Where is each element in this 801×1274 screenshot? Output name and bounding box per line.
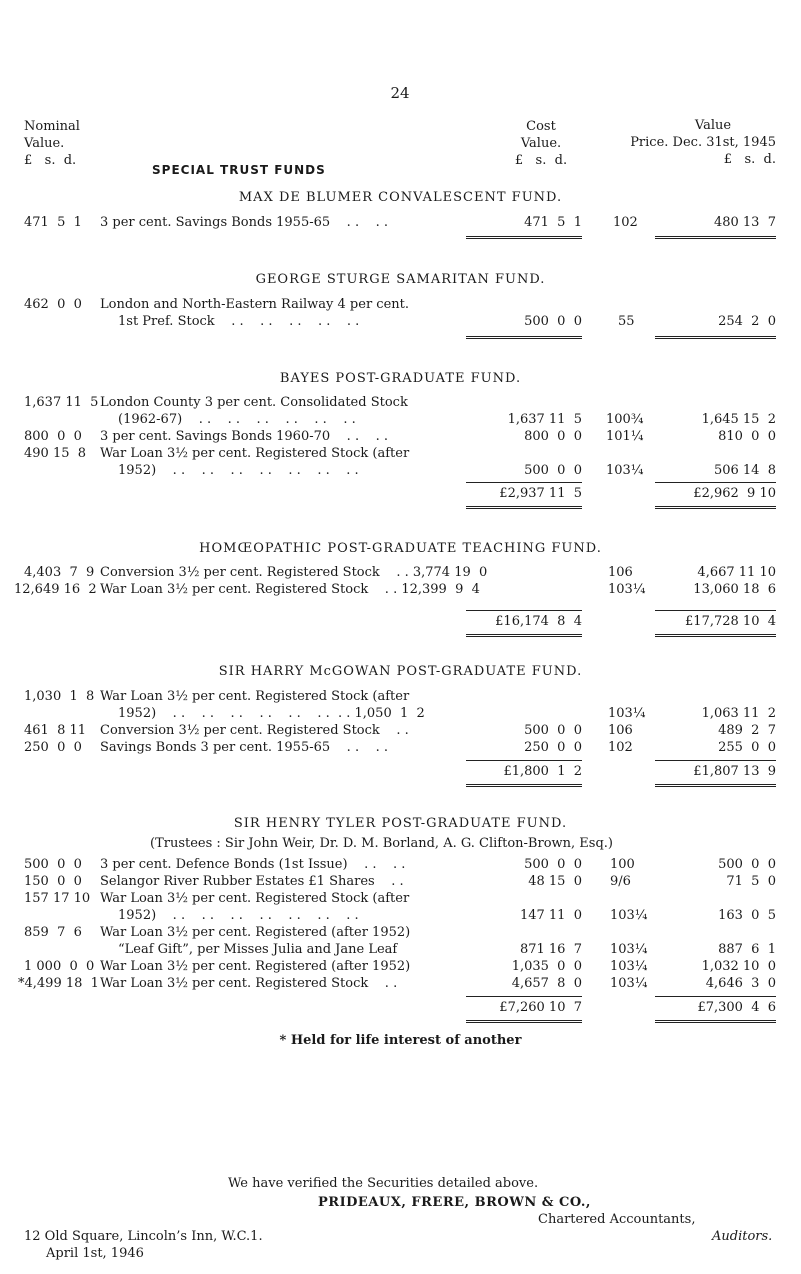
security-description: Conversion 3½ per cent. Registered Stock . . (100, 723, 409, 738)
rule (655, 482, 776, 483)
cost-value: 147 11 0 (519, 908, 582, 923)
rule (466, 506, 582, 509)
cost-value: 500 0 0 (524, 857, 582, 872)
cost-value: 500 0 0 (524, 723, 582, 738)
market-value: 506 14 8 (713, 463, 776, 478)
price: 102 (613, 215, 638, 230)
price: 102 (608, 740, 633, 755)
auditor-address: 12 Old Square, Lincoln’s Inn, W.C.1. (24, 1229, 263, 1244)
verification-date: April 1st, 1946 (46, 1246, 144, 1261)
rule (655, 610, 776, 611)
rule (466, 610, 582, 611)
market-value: 489 2 7 (718, 723, 776, 738)
security-description: Selangor River Rubber Estates £1 Shares . . (100, 874, 404, 889)
header-value-line3: £ s. d. (723, 152, 776, 167)
market-value: 163 0 5 (718, 908, 776, 923)
rule (466, 760, 582, 761)
market-value: 13,060 18 6 (693, 582, 776, 597)
header-cost-line2: Value. (520, 136, 562, 151)
rule (655, 760, 776, 761)
price: 100¾ (606, 412, 644, 427)
nominal-value: 157 17 10 (24, 891, 91, 906)
total-value: £7,300 4 6 (697, 1000, 776, 1015)
price: 103¼ (610, 908, 648, 923)
security-description-continued: 1st Pref. Stock . . . . . . . . . . (118, 314, 360, 329)
fund-title-max-de-blumer: MAX DE BLUMER CONVALESCENT FUND. (238, 190, 563, 205)
market-value: 254 2 0 (718, 314, 776, 329)
nominal-value: 500 0 0 (24, 857, 82, 872)
cost-value: 471 5 1 (524, 215, 582, 230)
security-description-continued: 1952) . . . . . . . . . . . . . . (118, 908, 359, 923)
fund-title-mcgowan: SIR HARRY McGOWAN POST-GRADUATE FUND. (218, 664, 583, 679)
rule (466, 1020, 582, 1023)
price: 103¼ (606, 463, 644, 478)
cost-value: 250 0 0 (524, 740, 582, 755)
price: 103¼ (608, 582, 646, 597)
market-value: 810 0 0 (718, 429, 776, 444)
rule (466, 482, 582, 483)
header-nominal-line3: £ s. d. (24, 153, 77, 168)
total-cost: £16,174 8 4 (495, 614, 582, 629)
rule (655, 1020, 776, 1023)
nominal-value: 461 8 11 (24, 723, 87, 738)
cost-value: 500 0 0 (524, 314, 582, 329)
nominal-value: *4,499 18 1 (18, 976, 99, 991)
nominal-value: 12,649 16 2 (14, 582, 97, 597)
security-description: Savings Bonds 3 per cent. 1955-65 . . . . (100, 740, 389, 755)
total-cost: £7,260 10 7 (499, 1000, 582, 1015)
cost-value: 1,035 0 0 (511, 959, 582, 974)
market-value: 1,645 15 2 (701, 412, 776, 427)
nominal-value: 150 0 0 (24, 874, 82, 889)
market-value: 1,063 11 2 (701, 706, 776, 721)
auditor-firm: PRIDEAUX, FRERE, BROWN & CO., (318, 1195, 591, 1210)
security-description: War Loan 3½ per cent. Registered Stock (after (100, 891, 410, 906)
security-description-continued: “Leaf Gift”, per Misses Julia and Jane Leaf (118, 942, 398, 957)
footnote: * Held for life interest of another (279, 1033, 522, 1048)
security-description: War Loan 3½ per cent. Registered (after 1952) (100, 959, 411, 974)
fund-title-george-sturge: GEORGE STURGE SAMARITAN FUND. (255, 272, 546, 287)
cost-value: 500 0 0 (524, 463, 582, 478)
market-value: 255 0 0 (718, 740, 776, 755)
nominal-value: 1,637 11 5 (24, 395, 99, 410)
market-value: 887 6 1 (718, 942, 776, 957)
security-description: London and North-Eastern Railway 4 per cent. (100, 297, 409, 312)
cost-value: 800 0 0 (524, 429, 582, 444)
price: 101¼ (606, 429, 644, 444)
security-description: Conversion 3½ per cent. Registered Stock . . 3,774 19 0 (100, 565, 488, 580)
rule (655, 634, 776, 637)
security-description-continued: (1962-67) . . . . . . . . . . . . (118, 412, 356, 427)
security-description-continued: 1952) . . . . . . . . . . . . . . 1,050 1 2 (118, 706, 425, 721)
market-value: 1,032 10 0 (701, 959, 776, 974)
rule (655, 506, 776, 509)
cost-value: 1,637 11 5 (507, 412, 582, 427)
rule (466, 336, 582, 339)
header-cost-line3: £ s. d. (514, 153, 568, 168)
security-description: 3 per cent. Savings Bonds 1955-65 . . . . (100, 215, 389, 230)
market-value: 480 13 7 (713, 215, 776, 230)
rule (466, 996, 582, 997)
price: 100 (610, 857, 635, 872)
page-number: 24 (390, 84, 410, 102)
price: 103¼ (610, 959, 648, 974)
rule (655, 336, 776, 339)
nominal-value: 4,403 7 9 (24, 565, 95, 580)
rule (655, 784, 776, 787)
price: 55 (618, 314, 635, 329)
auditor-role: Chartered Accountants, (538, 1212, 696, 1227)
security-description: War Loan 3½ per cent. Registered Stock . . 12,399 9 4 (100, 582, 480, 597)
market-value: 4,667 11 10 (697, 565, 776, 580)
rule (655, 996, 776, 997)
price: 106 (608, 565, 633, 580)
fund-title-tyler: SIR HENRY TYLER POST-GRADUATE FUND. (233, 816, 568, 831)
market-value: 71 5 0 (726, 874, 776, 889)
rule (655, 236, 776, 239)
cost-value: 48 15 0 (528, 874, 582, 889)
trustees-note: (Trustees : Sir John Weir, Dr. D. M. Borland, A. G. Clifton-Brown, Esq.) (150, 836, 613, 851)
total-cost: £2,937 11 5 (499, 486, 582, 501)
nominal-value: 800 0 0 (24, 429, 82, 444)
security-description: 3 per cent. Defence Bonds (1st Issue) . . . . (100, 857, 406, 872)
market-value: 4,646 3 0 (705, 976, 776, 991)
security-description-continued: 1952) . . . . . . . . . . . . . . (118, 463, 359, 478)
header-cost-line1: Cost (526, 119, 556, 134)
nominal-value: 462 0 0 (24, 297, 82, 312)
nominal-value: 859 7 6 (24, 925, 82, 940)
cost-value-header (500, 118, 582, 169)
cost-value: 871 16 7 (519, 942, 582, 957)
security-description: War Loan 3½ per cent. Registered Stock (after (100, 446, 410, 461)
security-description: War Loan 3½ per cent. Registered Stock (after (100, 689, 410, 704)
section-title: SPECIAL TRUST FUNDS (152, 163, 326, 177)
market-value: 500 0 0 (718, 857, 776, 872)
total-cost: £1,800 1 2 (503, 764, 582, 779)
nominal-value: 490 15 8 (24, 446, 87, 461)
auditors-label: Auditors. (712, 1229, 773, 1244)
header-nominal-line1: Nominal (24, 119, 80, 134)
price: 103¼ (608, 706, 646, 721)
header-nominal-line2: Value. (24, 136, 65, 151)
nominal-value: 250 0 0 (24, 740, 82, 755)
rule (466, 236, 582, 239)
verification-statement: We have verified the Securities detailed above. (228, 1176, 539, 1191)
fund-title-bayes: BAYES POST-GRADUATE FUND. (279, 371, 522, 386)
security-description: London County 3 per cent. Consolidated Stock (100, 395, 408, 410)
nominal-value: 1 000 0 0 (24, 959, 95, 974)
price: 103¼ (610, 976, 648, 991)
header-price-line2: Price. Dec. 31st, 1945 (630, 135, 776, 150)
total-value: £17,728 10 4 (685, 614, 776, 629)
security-description: War Loan 3½ per cent. Registered Stock . . (100, 976, 398, 991)
price: 9/6 (610, 874, 631, 889)
nominal-value: 1,030 1 8 (24, 689, 95, 704)
nominal-value: 471 5 1 (24, 215, 82, 230)
total-value: £1,807 13 9 (693, 764, 776, 779)
fund-title-homoeopathic: HOMŒOPATHIC POST-GRADUATE TEACHING FUND. (199, 541, 602, 556)
total-value: £2,962 9 10 (693, 486, 776, 501)
rule (466, 784, 582, 787)
nominal-value-header (24, 118, 80, 169)
rule (466, 634, 582, 637)
price: 103¼ (610, 942, 648, 957)
security-description: 3 per cent. Savings Bonds 1960-70 . . . . (100, 429, 389, 444)
cost-value: 4,657 8 0 (511, 976, 582, 991)
header-value-line1: Value (694, 118, 732, 133)
price: 106 (608, 723, 633, 738)
security-description: War Loan 3½ per cent. Registered (after 1952) (100, 925, 411, 940)
